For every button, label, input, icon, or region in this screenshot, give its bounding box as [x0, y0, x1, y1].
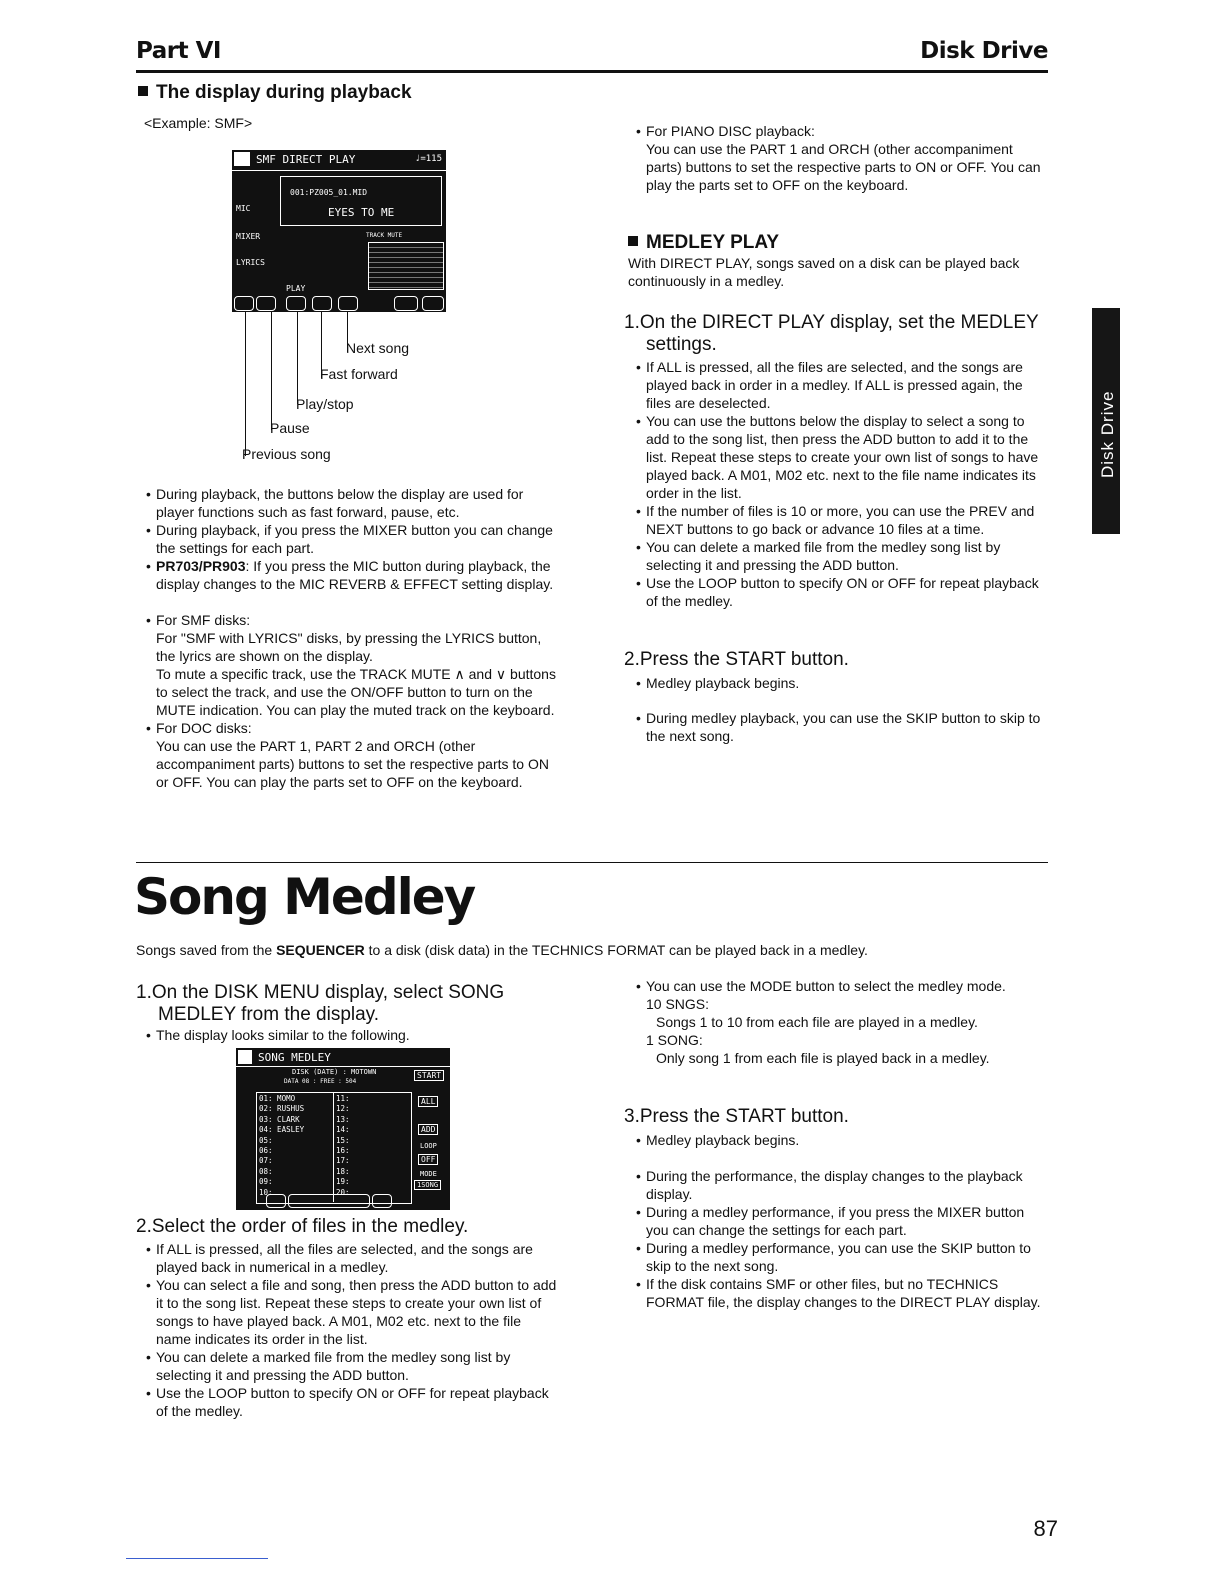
- mode-option-desc: Songs 1 to 10 from each file are played in a medley.: [656, 1014, 978, 1030]
- lcd-file-row: 14:: [336, 1125, 350, 1135]
- lcd-rows-left: [259, 1094, 304, 1198]
- page-number: 87: [1033, 1516, 1058, 1541]
- mode-option-desc: Only song 1 from each file is played back in a medley.: [656, 1050, 990, 1066]
- list-item: • For DOC disks:: [144, 719, 558, 737]
- list-item: • During a medley performance, you can use the SKIP button to skip to the next song.: [634, 1239, 1048, 1275]
- lcd-ff-button: [312, 296, 332, 311]
- list-item-text: For "SMF with LYRICS" disks, by pressing the LYRICS button, the lyrics are shown on the display.: [156, 630, 542, 664]
- lcd-file-row: 17:: [336, 1156, 350, 1166]
- list-item: • The display looks similar to the following.: [144, 1026, 558, 1044]
- lcd-file-row: 19:: [336, 1177, 350, 1187]
- lcd-list-divider: [333, 1092, 334, 1202]
- display-heading: The display during playback: [138, 82, 412, 104]
- lcd-divider: [232, 170, 446, 171]
- lcd-scroll-bar: [288, 1194, 370, 1208]
- square-bullet-icon: [138, 86, 148, 96]
- lcd-info-line: DATA 08 : FREE : 504: [284, 1078, 357, 1085]
- footnote-rule: [126, 1558, 268, 1559]
- lcd-mode-button: 1SONG: [414, 1180, 441, 1190]
- lcd-next-button: [372, 1194, 392, 1208]
- callout-line-pause: [271, 312, 272, 430]
- lcd-tempo: ♩=115: [414, 154, 442, 164]
- list-item: • You can use the buttons below the display to select a song to add to the song list, then press the ADD button to add it to the list. Repeat these steps to create your own list of songs to have played back. A M01, M02 etc. next to the file name indicates its order in the list.: [634, 412, 1048, 502]
- lcd-add-button: ADD: [418, 1124, 438, 1135]
- lcd-pause-button: [256, 296, 276, 311]
- lcd-file-row: 04: EASLEY: [259, 1125, 305, 1135]
- song-medley-step-1-notes: [144, 1026, 558, 1044]
- song-medley-lcd: [236, 1048, 450, 1210]
- medley-play-heading: MEDLEY PLAY: [628, 232, 779, 254]
- lcd-track-grid: [368, 242, 444, 290]
- lcd-prev-button: [266, 1194, 286, 1208]
- song-medley-intro: Songs saved from the SEQUENCER to a disk (disk data) in the TECHNICS FORMAT can be played back in a medley.: [136, 942, 868, 958]
- lcd-file-row: 06:: [259, 1146, 273, 1156]
- lcd-rows-right: [336, 1094, 350, 1198]
- mode-option-name: 1 SONG:: [646, 1032, 703, 1048]
- side-tab: [1092, 308, 1120, 534]
- list-item: • During a medley performance, if you press the MIXER button you can change the settings for each part.: [634, 1203, 1048, 1239]
- lcd-disk-icon: [238, 1050, 252, 1064]
- list-item: • PR703/PR903: If you press the MIC button during playback, the display changes to the MIC REVERB & EFFECT setting display.: [144, 557, 558, 593]
- song-medley-step-1: 1.On the DISK MENU display, select SONG MEDLEY from the display.: [136, 982, 505, 1025]
- lcd-next-button: [338, 296, 358, 311]
- header-rule: [136, 70, 1048, 73]
- callout-pause: Pause: [270, 420, 310, 436]
- medley-play-intro: With DIRECT PLAY, songs saved on a disk can be played back continuously in a medley.: [628, 255, 1020, 289]
- lcd-track-button: [422, 296, 444, 311]
- list-item: • Medley playback begins.: [634, 1131, 1048, 1149]
- song-medley-step-3: 3.Press the START button.: [624, 1106, 849, 1127]
- lcd-disk-icon: [234, 152, 250, 166]
- lcd-title: SMF DIRECT PLAY: [256, 153, 356, 166]
- list-item: • If ALL is pressed, all the files are selected, and the songs are played back in order in a medley. If ALL is pressed again, the files are deselected.: [634, 358, 1048, 412]
- list-item: • You can delete a marked file from the medley song list by selecting it and pressing the ADD button.: [634, 538, 1048, 574]
- square-bullet-icon: [628, 236, 638, 246]
- medley-step-1-notes: [634, 358, 1048, 610]
- lcd-loop-label: LOOP: [420, 1142, 437, 1150]
- list-item: • During playback, the buttons below the display are used for player functions such as fast forward, pause, etc.: [144, 485, 558, 521]
- callout-play-stop: Play/stop: [296, 396, 354, 412]
- direct-play-lcd: [232, 150, 446, 312]
- list-item: • During playback, if you press the MIXER button you can change the settings for each part.: [144, 521, 558, 557]
- song-medley-step-2: 2.Select the order of files in the medley.: [136, 1216, 469, 1237]
- list-item: • Use the LOOP button to specify ON or OFF for repeat playback of the medley.: [144, 1384, 558, 1420]
- example-label: <Example: SMF>: [144, 115, 253, 131]
- lcd-mixer-button: MIXER: [236, 232, 261, 241]
- lcd-file-row: 13:: [336, 1114, 350, 1124]
- lcd-file-row: 18:: [336, 1166, 350, 1176]
- list-item: • During medley playback, you can use the SKIP button to skip to the next song.: [634, 709, 1048, 745]
- lcd-file-row: 05:: [259, 1135, 273, 1145]
- lcd-mic-button: MIC: [236, 204, 251, 213]
- lcd-mode-label: MODE: [420, 1170, 437, 1178]
- list-item-text: You can use the PART 1, PART 2 and ORCH (other accompaniment parts) buttons to set the respective parts to ON or OFF. You can play the parts set to OFF on the keyboard.: [156, 738, 549, 790]
- lcd-file-row: 10:: [259, 1187, 273, 1197]
- lcd-file-row: 20:: [336, 1187, 350, 1197]
- model-label: PR703/PR903: [156, 558, 246, 574]
- medley-step-2-notes: [634, 674, 1048, 745]
- medley-step-2: 2.Press the START button.: [624, 649, 849, 670]
- lcd-track-label: TRACK MUTE: [366, 232, 403, 239]
- list-item: • If ALL is pressed, all the files are selected, and the songs are played back in numerical in a medley.: [144, 1240, 558, 1276]
- lcd-filename: 001:PZ005_01.MID: [290, 188, 368, 197]
- list-item: • You can use the MODE button to select the medley mode.: [634, 977, 1048, 995]
- lcd-scroll-button: [394, 296, 418, 311]
- list-item: • For PIANO DISC playback:: [634, 122, 1048, 140]
- lcd-start-button: START: [414, 1070, 444, 1081]
- song-medley-step-3-notes: [634, 1131, 1048, 1311]
- lcd-file-row: 07:: [259, 1156, 273, 1166]
- song-medley-title: Song Medley: [134, 868, 475, 926]
- medley-step-1: 1.On the DIRECT PLAY display, set the MEDLEY settings.: [624, 312, 1039, 355]
- lcd-file-row: 12:: [336, 1104, 350, 1114]
- list-item: • You can delete a marked file from the medley song list by selecting it and pressing the ADD button.: [144, 1348, 558, 1384]
- lcd-file-row: 08:: [259, 1166, 273, 1176]
- piano-disc-note: [634, 122, 1048, 194]
- list-item-text: To mute a specific track, use the TRACK MUTE ∧ and ∨ buttons to select the track, and use the ON/OFF button to turn on the MUTE indication. You can play the muted track on the keyboard.: [156, 666, 556, 718]
- lcd-play-button: [286, 296, 306, 311]
- list-item-text: You can use the PART 1 and ORCH (other accompaniment parts) buttons to set the respective parts to ON or OFF. You can play the parts set to OFF on the keyboard.: [646, 141, 1041, 193]
- lcd-song: EYES TO ME: [328, 206, 395, 219]
- song-medley-step-2-notes: [144, 1240, 558, 1420]
- list-item: • For SMF disks:: [144, 611, 558, 629]
- lcd-file-row: 02: RUSHUS: [259, 1104, 305, 1114]
- list-item: • If the disk contains SMF or other files, but no TECHNICS FORMAT file, the display changes to the DIRECT PLAY display.: [634, 1275, 1048, 1311]
- medley-mode-notes: [634, 977, 1048, 1067]
- section-divider: [136, 862, 1048, 863]
- lcd-file-row: 11:: [336, 1094, 350, 1103]
- display-notes: [144, 485, 558, 791]
- callout-previous-song: Previous song: [242, 446, 331, 462]
- callout-fast-forward: Fast forward: [320, 366, 398, 382]
- lcd-file-row: 01: MOMO: [259, 1094, 296, 1103]
- list-item: • If the number of files is 10 or more, you can use the PREV and NEXT buttons to go back or advance 10 files at a time.: [634, 502, 1048, 538]
- section-label: Disk Drive: [920, 38, 1048, 64]
- lcd-title: SONG MEDLEY: [258, 1051, 331, 1064]
- callout-next-song: Next song: [346, 340, 410, 356]
- lcd-loop-button: OFF: [418, 1154, 438, 1165]
- list-item: • Use the LOOP button to specify ON or OFF for repeat playback of the medley.: [634, 574, 1048, 610]
- list-item: • You can select a file and song, then press the ADD button to add it to the song list. Repeat these steps to create your own list of songs to have played back. A M01, M02 etc. next to the file name indicates its order in the list.: [144, 1276, 558, 1348]
- part-label: Part VI: [136, 38, 221, 64]
- lcd-lyrics-button: LYRICS: [236, 258, 265, 267]
- side-tab-label: Disk Drive: [1098, 390, 1117, 478]
- lcd-play-label: PLAY: [286, 284, 306, 293]
- lcd-divider: [236, 1066, 450, 1067]
- callout-line-play: [297, 312, 298, 404]
- list-item: • During the performance, the display changes to the playback display.: [634, 1167, 1048, 1203]
- lcd-file-row: 15:: [336, 1135, 350, 1145]
- lcd-all-button: ALL: [418, 1096, 438, 1107]
- callout-line-prev: [245, 312, 246, 456]
- lcd-file-row: 16:: [336, 1146, 350, 1156]
- list-item: • Medley playback begins.: [634, 674, 1048, 692]
- lcd-file-row: 03: CLARK: [259, 1114, 300, 1124]
- lcd-disk-line: DISK (DATE) : MOTOWN: [292, 1068, 377, 1076]
- mode-option-name: 10 SNGS:: [646, 996, 710, 1012]
- lcd-file-row: 09:: [259, 1177, 273, 1187]
- lcd-prev-button: [234, 296, 254, 311]
